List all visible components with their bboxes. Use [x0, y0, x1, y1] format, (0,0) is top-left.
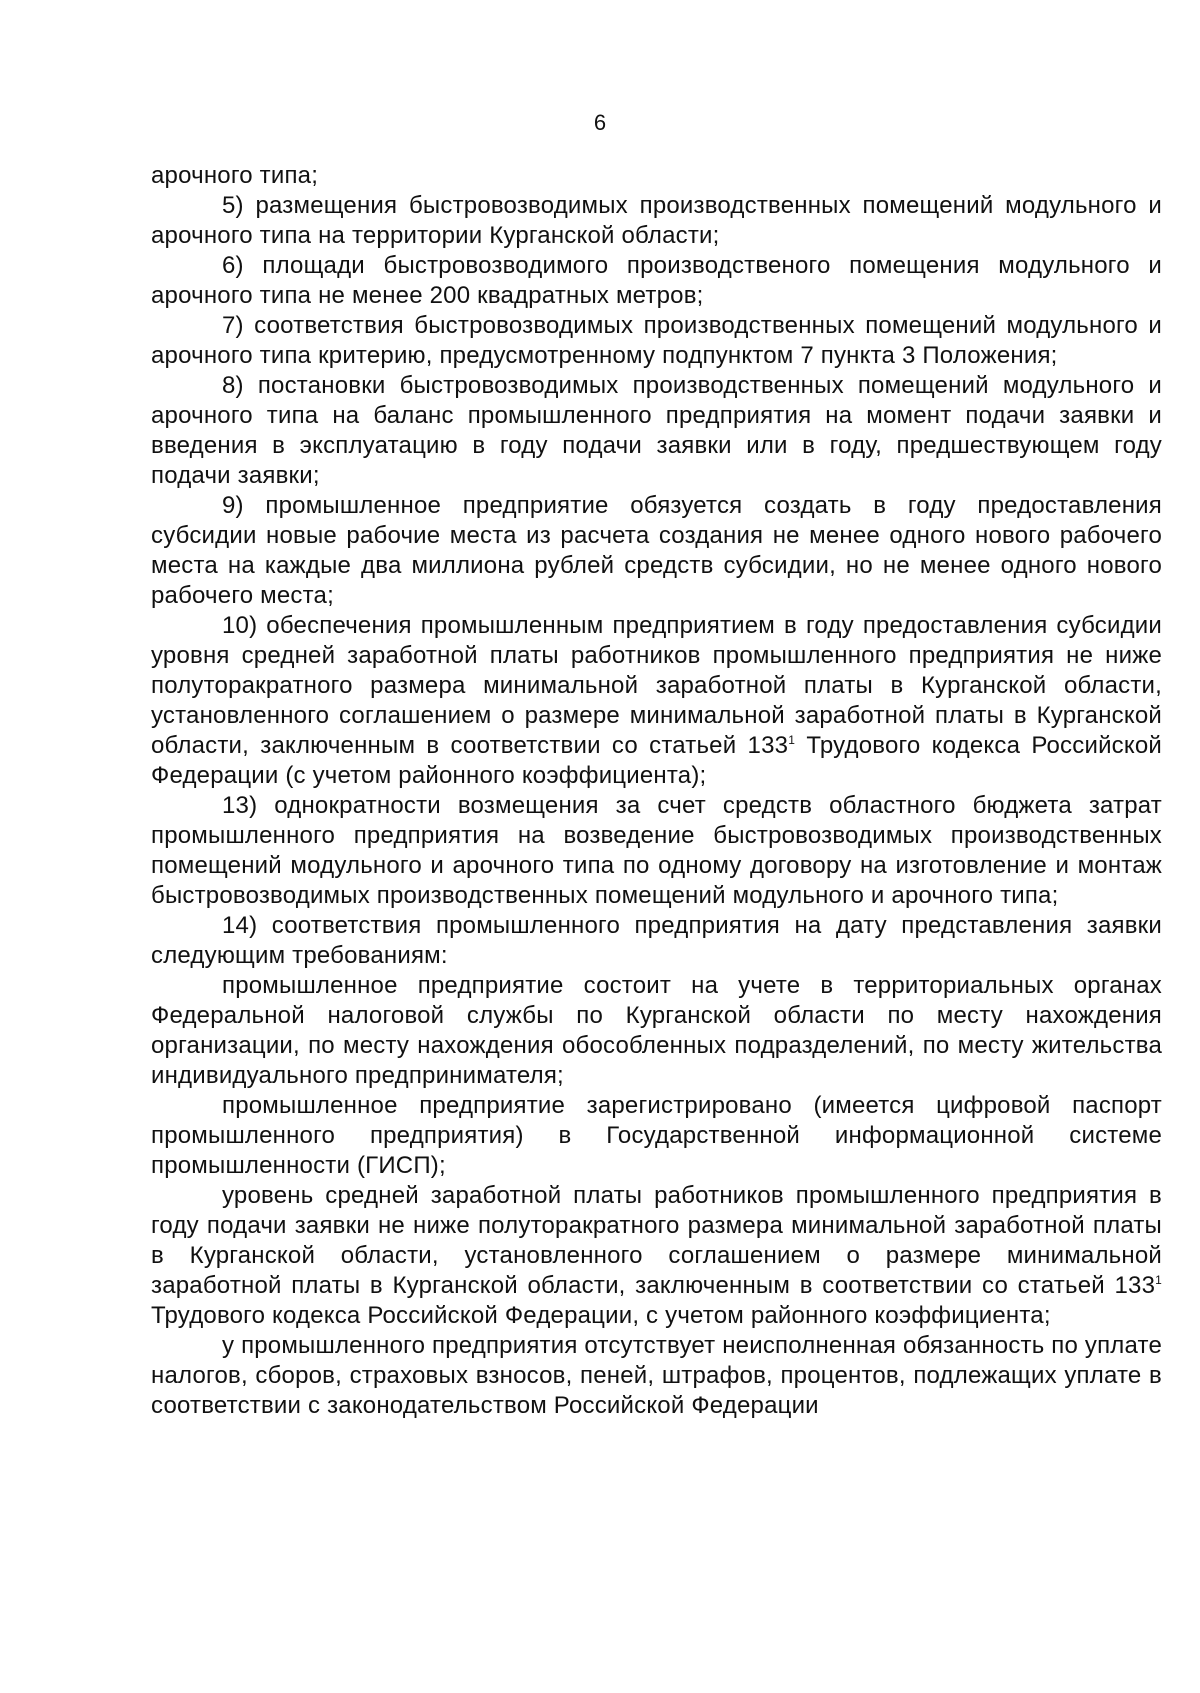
paragraph-item-9: 9) промышленное предприятие обязуется создать в году предоставления субсидии новые рабочие места из расчета создания не менее одного нового рабочего места на каждые два миллиона рублей средств субсидии, но не менее одного нового рабочего места; [151, 492, 1162, 609]
requirement-wage-level [151, 1181, 1162, 1331]
paragraph-item-10-text: 10) обеспечения промышленным предприятием в году предоставления субсидии уровня средней заработной платы работников промышленного предприятия не ниже полуторакратного размера минимальной заработной платы в Курганской области, установленного соглашением о размере минимальной заработной платы в Курганской области, заключенным в соответствии со статьей 133 [151, 612, 1162, 759]
page-number: 6 [593, 110, 607, 135]
paragraph-item-13: 13) однократности возмещения за счет средств областного бюджета затрат промышленного предприятия на возведение быстровозводимых производственных помещений модульного и арочного типа по одному договору на изготовление и монтаж быстровозводимых производственных помещений модульного и арочного типа; [151, 792, 1162, 909]
paragraph-item-7: 7) соответствия быстровозводимых производственных помещений модульного и арочного типа критерию, предусмотренному подпунктом 7 пункта 3 Положения; [151, 312, 1162, 369]
requirement-gisp-registration: промышленное предприятие зарегистрировано (имеется цифровой паспорт промышленного предприятия) в Государственной информационной системе промышленности (ГИСП); [151, 1092, 1162, 1179]
requirement-wage-level-text: уровень средней заработной платы работников промышленного предприятия в году подачи заявки не ниже полуторакратного размера минимальной заработной платы в Курганской области, установленного соглашением о размере минимальной заработной платы в Курганской области, заключенным в соответствии со статьей 133 [151, 1182, 1162, 1299]
paragraph-item-14: 14) соответствия промышленного предприятия на дату представления заявки следующим требованиям: [151, 912, 1162, 969]
requirement-no-tax-debt: у промышленного предприятия отсутствует неисполненная обязанность по уплате налогов, сборов, страховых взносов, пеней, штрафов, процентов, подлежащих уплате в соответствии с законодательством Российской Федерации [151, 1332, 1162, 1419]
requirement-wage-level-text-end: Трудового кодекса Российской Федерации, с учетом районного коэффициента; [151, 1302, 1051, 1329]
paragraph-continuation: арочного типа; [151, 162, 319, 189]
paragraph-item-8: 8) постановки быстровозводимых производственных помещений модульного и арочного типа на баланс промышленного предприятия на момент подачи заявки и введения в эксплуатацию в году подачи заявки или в году, предшествующем году подачи заявки; [151, 372, 1162, 489]
paragraph-item-5: 5) размещения быстровозводимых производственных помещений модульного и арочного типа на территории Курганской области; [151, 192, 1162, 249]
requirement-tax-registration: промышленное предприятие состоит на учете в территориальных органах Федеральной налоговой службы по Курганской области по месту нахождения организации, по месту нахождения обособленных подразделений, по месту жительства индивидуального предпринимателя; [151, 972, 1162, 1089]
paragraph-item-10 [151, 611, 1162, 791]
document-body [151, 161, 1162, 1421]
paragraph-item-10-text-end: Трудового кодекса Российской Федерации (с учетом районного коэффициента); [151, 732, 1162, 789]
superscript-mark: 1 [788, 733, 796, 747]
paragraph-item-6: 6) площади быстровозводимого производственого помещения модульного и арочного типа не менее 200 квадратных метров; [151, 252, 1162, 309]
superscript-mark: 1 [1155, 1273, 1162, 1287]
